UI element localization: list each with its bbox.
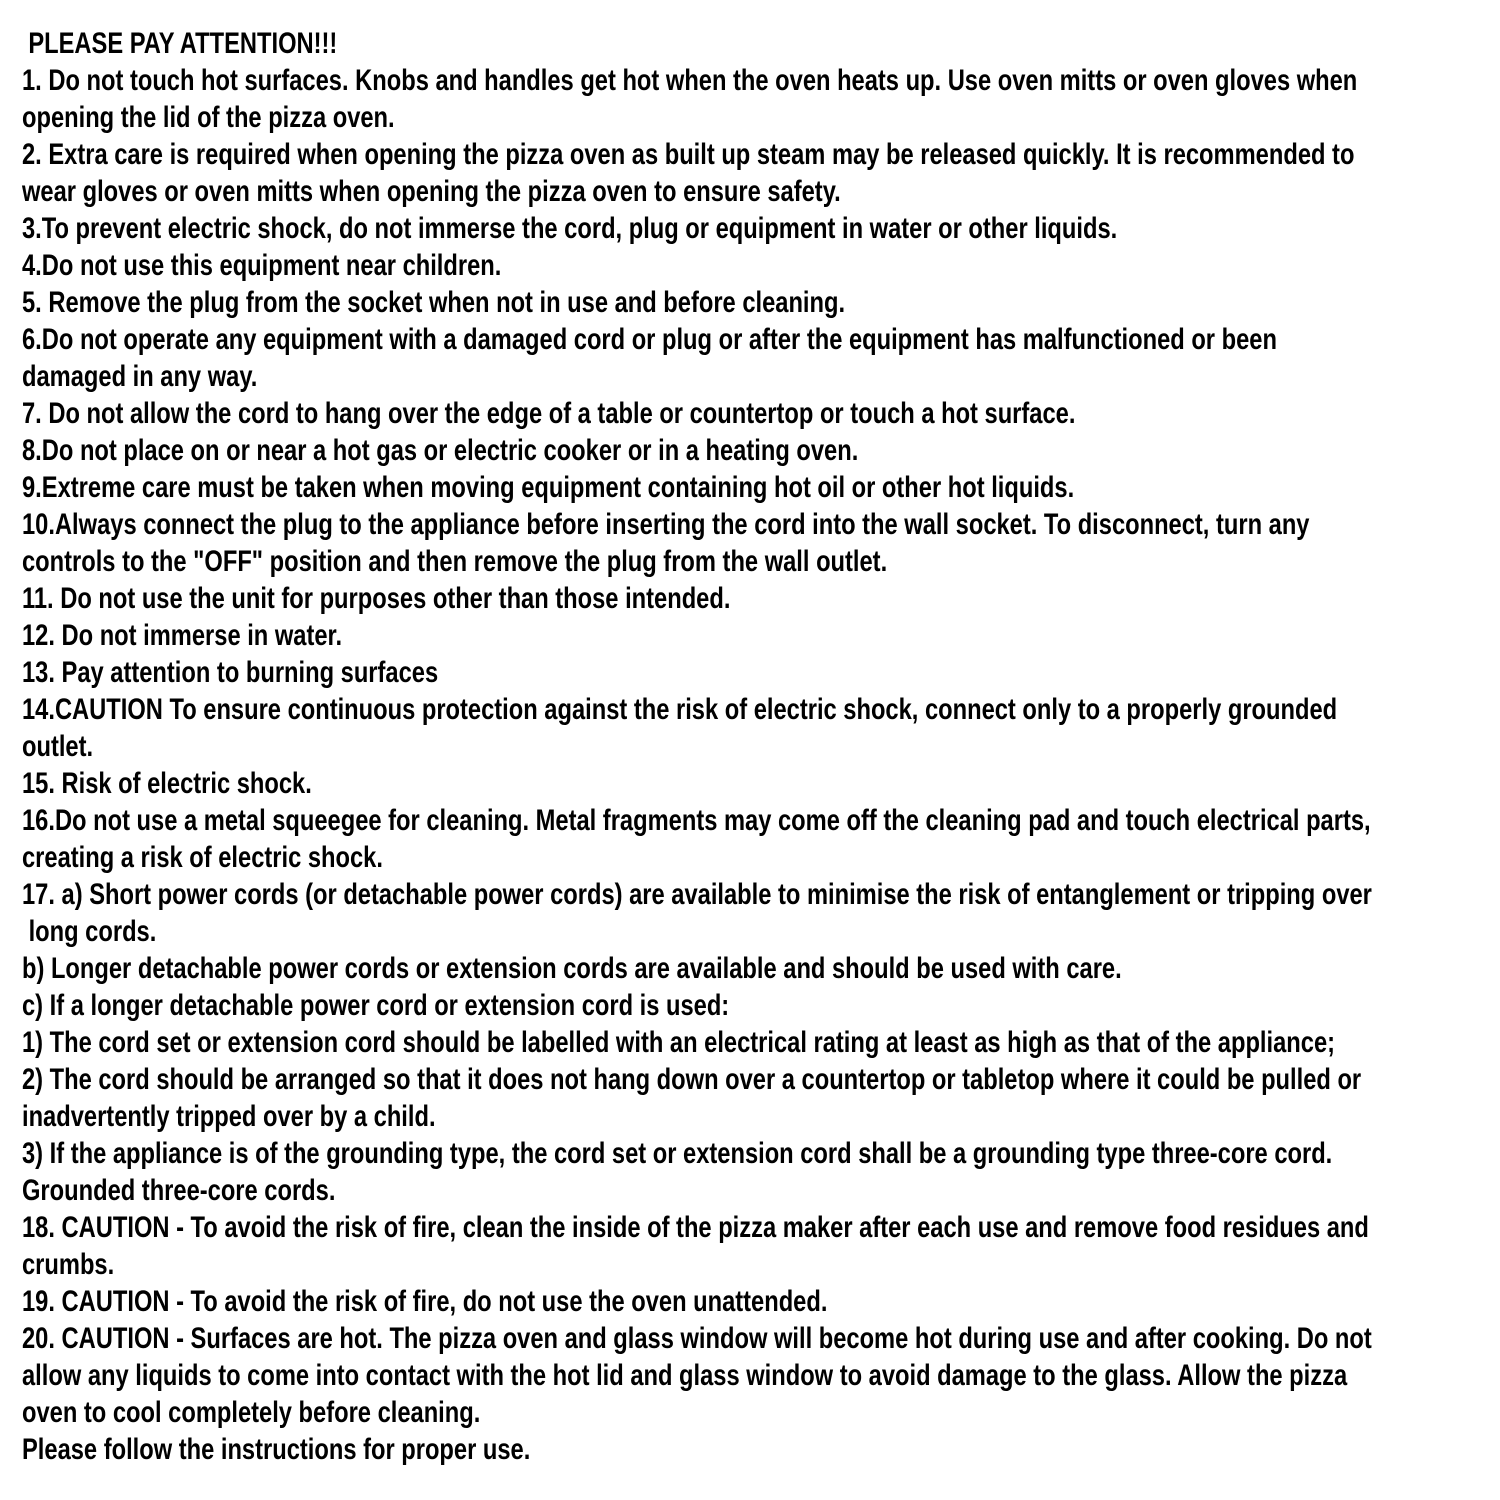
page-title: PLEASE PAY ATTENTION!!!: [28, 27, 338, 60]
instruction-line: opening the lid of the pizza oven.: [22, 101, 395, 134]
instruction-line: 3.To prevent electric shock, do not immerse the cord, plug or equipment in water or other liquids.: [22, 212, 1118, 245]
instruction-line: 3) If the appliance is of the grounding type, the cord set or extension cord shall be a grounding type three-core cord.: [22, 1137, 1333, 1170]
instruction-line: long cords.: [22, 915, 157, 948]
instruction-line: crumbs.: [22, 1248, 115, 1281]
instruction-line: 2. Extra care is required when opening the pizza oven as built up steam may be released quickly. It is recommended to: [22, 138, 1355, 171]
instruction-line: 6.Do not operate any equipment with a damaged cord or plug or after the equipment has malfunctioned or been: [22, 323, 1277, 356]
instruction-line: oven to cool completely before cleaning.: [22, 1396, 481, 1429]
instruction-line: 19. CAUTION - To avoid the risk of fire, do not use the oven unattended.: [22, 1285, 828, 1318]
instruction-line: creating a risk of electric shock.: [22, 841, 383, 874]
instruction-line: 7. Do not allow the cord to hang over the edge of a table or countertop or touch a hot surface.: [22, 397, 1076, 430]
instruction-line: controls to the "OFF" position and then remove the plug from the wall outlet.: [22, 545, 888, 578]
instruction-line: 16.Do not use a metal squeegee for cleaning. Metal fragments may come off the cleaning pad and touch electrical parts,: [22, 804, 1371, 837]
instruction-line: 8.Do not place on or near a hot gas or electric cooker or in a heating oven.: [22, 434, 859, 467]
instruction-line: 20. CAUTION - Surfaces are hot. The pizza oven and glass window will become hot during use and after cooking. Do not: [22, 1322, 1372, 1355]
instruction-line: allow any liquids to come into contact with the hot lid and glass window to avoid damage to the glass. Allow the pizza: [22, 1359, 1348, 1392]
instruction-line: 13. Pay attention to burning surfaces: [22, 656, 439, 689]
instruction-line: b) Longer detachable power cords or extension cords are available and should be used with care.: [22, 952, 1122, 985]
instruction-line: c) If a longer detachable power cord or extension cord is used:: [22, 989, 730, 1022]
instruction-line: inadvertently tripped over by a child.: [22, 1100, 436, 1133]
instruction-line: 1. Do not touch hot surfaces. Knobs and handles get hot when the oven heats up. Use oven mitts or oven gloves when: [22, 64, 1358, 97]
instruction-line: 12. Do not immerse in water.: [22, 619, 343, 652]
instruction-line: 1) The cord set or extension cord should be labelled with an electrical rating at least as high as that of the appliance;: [22, 1026, 1336, 1059]
instruction-line: 2) The cord should be arranged so that it does not hang down over a countertop or tabletop where it could be pulled or: [22, 1063, 1362, 1096]
instruction-line: 9.Extreme care must be taken when moving equipment containing hot oil or other hot liquids.: [22, 471, 1075, 504]
instruction-line: 4.Do not use this equipment near children.: [22, 249, 502, 282]
instruction-line: 18. CAUTION - To avoid the risk of fire, clean the inside of the pizza maker after each use and remove food residues and: [22, 1211, 1369, 1244]
instruction-line: 10.Always connect the plug to the appliance before inserting the cord into the wall socket. To disconnect, turn any: [22, 508, 1310, 541]
instruction-line: Grounded three-core cords.: [22, 1174, 336, 1207]
instructions-lines: [22, 62, 1500, 1468]
instruction-line: 14.CAUTION To ensure continuous protection against the risk of electric shock, connect only to a properly grounded: [22, 693, 1338, 726]
instruction-line: 17. a) Short power cords (or detachable power cords) are available to minimise the risk of entanglement or tripping over: [22, 878, 1372, 911]
instruction-line: wear gloves or oven mitts when opening the pizza oven to ensure safety.: [22, 175, 841, 208]
instruction-line: 15. Risk of electric shock.: [22, 767, 312, 800]
instruction-line: outlet.: [22, 730, 94, 763]
instruction-line: 11. Do not use the unit for purposes other than those intended.: [22, 582, 731, 615]
instruction-line: 5. Remove the plug from the socket when not in use and before cleaning.: [22, 286, 846, 319]
instruction-line: Please follow the instructions for proper use.: [22, 1433, 531, 1466]
instruction-line: damaged in any way.: [22, 360, 258, 393]
